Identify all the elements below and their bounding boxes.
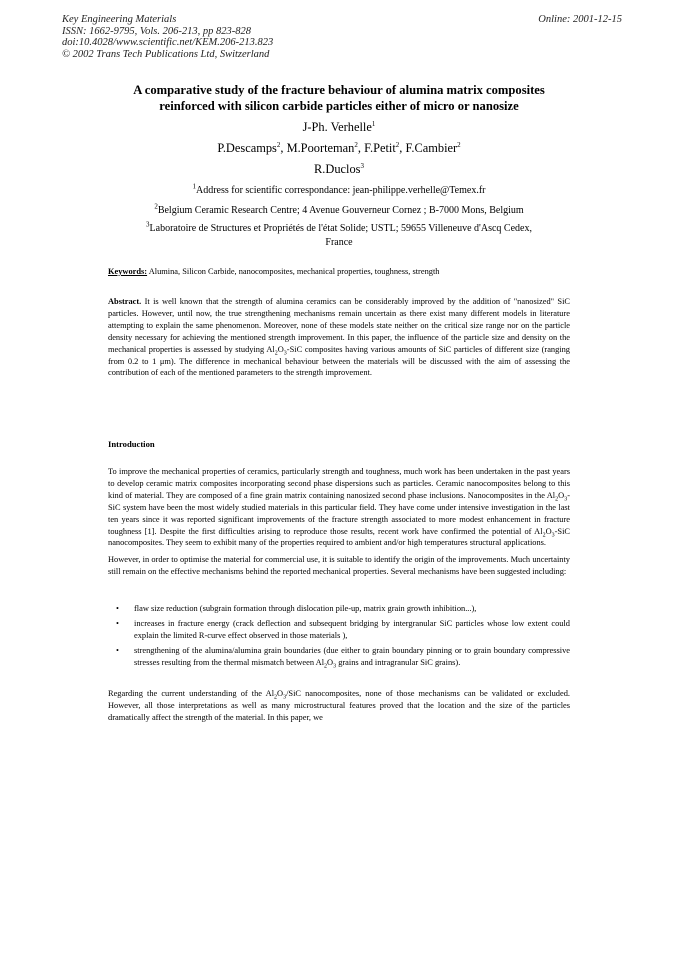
paragraph-text: -SiC system have been the most widely studied materials in this particular field. They have come under intensive investigation in the last ten years since it was reported significant improvements of the fracture strength associated to more modest enhancement in fracture toughness [1]. Despite the first difficulties arising to reproduce those results, recent work have confirmed the potential of Al	[108, 490, 570, 536]
affiliation-text: Address for scientific correspondance: jean-philippe.verhelle@Temex.fr	[195, 185, 486, 196]
intro-paragraph-1	[108, 466, 570, 549]
affiliation-2	[80, 204, 598, 218]
abstract	[108, 296, 570, 379]
affiliation-country: France	[325, 236, 353, 248]
keywords-label: Keywords:	[108, 267, 148, 276]
author-name: M.Poorteman	[286, 141, 355, 155]
chem-subscript: 2	[274, 694, 278, 701]
title-line-2: reinforced with silicon carbide particles either of micro or nanosize	[159, 99, 519, 113]
author-sup: 3	[360, 161, 364, 170]
affiliation-text: Belgium Ceramic Research Centre; 4 Avenue Gouverneur Cornez ; B-7000 Mons, Belgium	[157, 205, 524, 216]
list-item	[108, 618, 570, 642]
journal-header	[62, 14, 622, 60]
chem-subscript: 2	[542, 532, 546, 539]
bullet-icon: •	[116, 604, 119, 613]
author-line-1	[0, 120, 678, 135]
author-name: P.Descamps	[217, 141, 277, 155]
chem-subscript: 2	[274, 350, 278, 357]
abstract-text-b: -SiC composites having various amounts of SiC particles of different size (ranging from 0.2 to 1 μm). The difference in mechanical behaviour between the materials will be discussed with the aim of assessing the contribution of each of the mentioned parameters to the strength improvement.	[108, 344, 570, 378]
affiliation-3	[80, 222, 598, 249]
author-line-2: P.Descamps$^2$, M.Poorteman$^2$, F.Petit$^2$, F.Cambier$^2$	[217, 140, 461, 155]
doi-line: doi:10.4028/www.scientific.net/KEM.206-213.823	[62, 37, 274, 49]
list-item-text: increases in fracture energy (crack deflection and subsequent bridging by intergranular SiC particles whose low extent could explain the limited R-curve effect observed in those materials ),	[134, 618, 570, 640]
list-item-text: strengthening of the alumina/alumina grain boundaries (due either to grain boundary pinning or to grain boundary compressive stresses resulting from the thermal mismatch between Al	[134, 645, 570, 667]
list-item-text: grains and intragranular SiC grains).	[336, 657, 461, 667]
chem-subscript: 3	[283, 694, 287, 701]
chem-element: O	[545, 526, 552, 536]
chem-subscript: 3	[551, 532, 555, 539]
affiliation-sup: 1	[192, 182, 196, 191]
chem-subscript: 2	[324, 663, 328, 670]
paragraph-text: To improve the mechanical properties of ceramics, particularly strength and toughness, much work has been undertaken in the past years to develop ceramic matrix composites incorporating second phase dispersions such as particles. Ceramic nanocomposites belong to this kind of material. They are composed of a fine grain matrix containing nanosized second phase inclusions. Nanocomposites in the Al	[108, 467, 570, 500]
journal-name: Key Engineering Materials	[62, 14, 177, 25]
abstract-text-a: It is well known that the strength of alumina ceramics can be considerably improved by the addition of "nanosized" SiC particles. However, until now, the true strengthening mechanisms remain uncertain as there exist many different models in literature attempting to explain the same phenomenon. Moreover, none of these models state neither on the critical size range nor on the particle density necessary for achieving the mentioned strength improvement. In this paper, the influence of the particle size and density on the mechanical properties is assessed by studying Al	[108, 297, 571, 354]
paragraph-text: Regarding the current understanding of the Al	[108, 689, 275, 698]
chem-element: O	[558, 490, 565, 500]
affiliation-sup: 3	[146, 220, 150, 229]
paragraph-text: -SiC nanocomposites. They seem to exhibit many of the properties required to ambient and/or high temperatures structural applications.	[108, 526, 570, 548]
mechanism-list	[108, 603, 570, 672]
affiliation-text: Laboratoire de Structures et Propriétés de l'état Solide; USTL; 59655 Villeneuve d'Ascq Cedex,	[149, 223, 532, 234]
author-sup: 1	[371, 119, 376, 128]
affiliation-sup: 2	[154, 202, 158, 211]
keywords	[108, 267, 570, 276]
intro-paragraph-2: However, in order to optimise the material for commercial use, it is suitable to identify the origin of the improvements. Much uncertainty still remain on the effective mechanisms behind the reported mechanical properties. Several mechanisms have been suggested including:	[108, 555, 570, 576]
section-heading-introduction: Introduction	[108, 439, 155, 449]
title-line-1: A comparative study of the fracture behaviour of alumina matrix composites	[133, 83, 545, 97]
chem-element: O	[327, 657, 334, 667]
online-date: Online: 2001-12-15	[538, 14, 622, 25]
chem-element: O	[277, 689, 284, 698]
list-item-text: flaw size reduction (subgrain formation through dislocation pile-up, matrix grain growth inhibition...),	[134, 604, 477, 613]
affiliation-1	[80, 184, 598, 198]
chem-subscript: 3	[564, 496, 568, 503]
chem-subscript: 3	[283, 350, 287, 357]
bullet-icon: •	[116, 645, 119, 655]
author-line-3	[0, 162, 678, 177]
chem-subscript: 2	[555, 496, 559, 503]
author-sup: 2	[276, 140, 281, 149]
abstract-label: Abstract.	[108, 297, 142, 306]
issn-line: ISSN: 1662-9795, Vols. 206-213, pp 823-828	[62, 25, 251, 37]
paragraph-text: /SiC nanocomposites, none of those mechanisms can be validated or excluded. However, all those interpretations as well as many microstructural features proved that the location and the size of the particles dramatically affect the strength of the material. In this paper, we	[108, 689, 570, 722]
chem-element: O	[277, 344, 284, 354]
author-sup: 2	[354, 140, 358, 149]
keywords-text: Alumina, Silicon Carbide, nanocomposites, mechanical properties, toughness, strength	[148, 267, 440, 276]
author-name: F.Petit	[364, 141, 396, 155]
author-name: J-Ph. Verhelle	[302, 120, 372, 134]
bullet-icon: •	[116, 618, 119, 628]
author-sup: 2	[457, 140, 461, 149]
paper-title	[95, 82, 583, 114]
list-item	[108, 645, 570, 669]
author-name: F.Cambier	[405, 141, 458, 155]
list-item	[108, 603, 570, 615]
author-sup: 2	[395, 140, 400, 149]
chem-subscript: 3	[333, 663, 337, 670]
copyright-line: © 2002 Trans Tech Publications Ltd, Switzerland	[62, 48, 270, 60]
intro-paragraph-3	[108, 688, 570, 724]
author-name: R.Duclos	[314, 162, 361, 176]
